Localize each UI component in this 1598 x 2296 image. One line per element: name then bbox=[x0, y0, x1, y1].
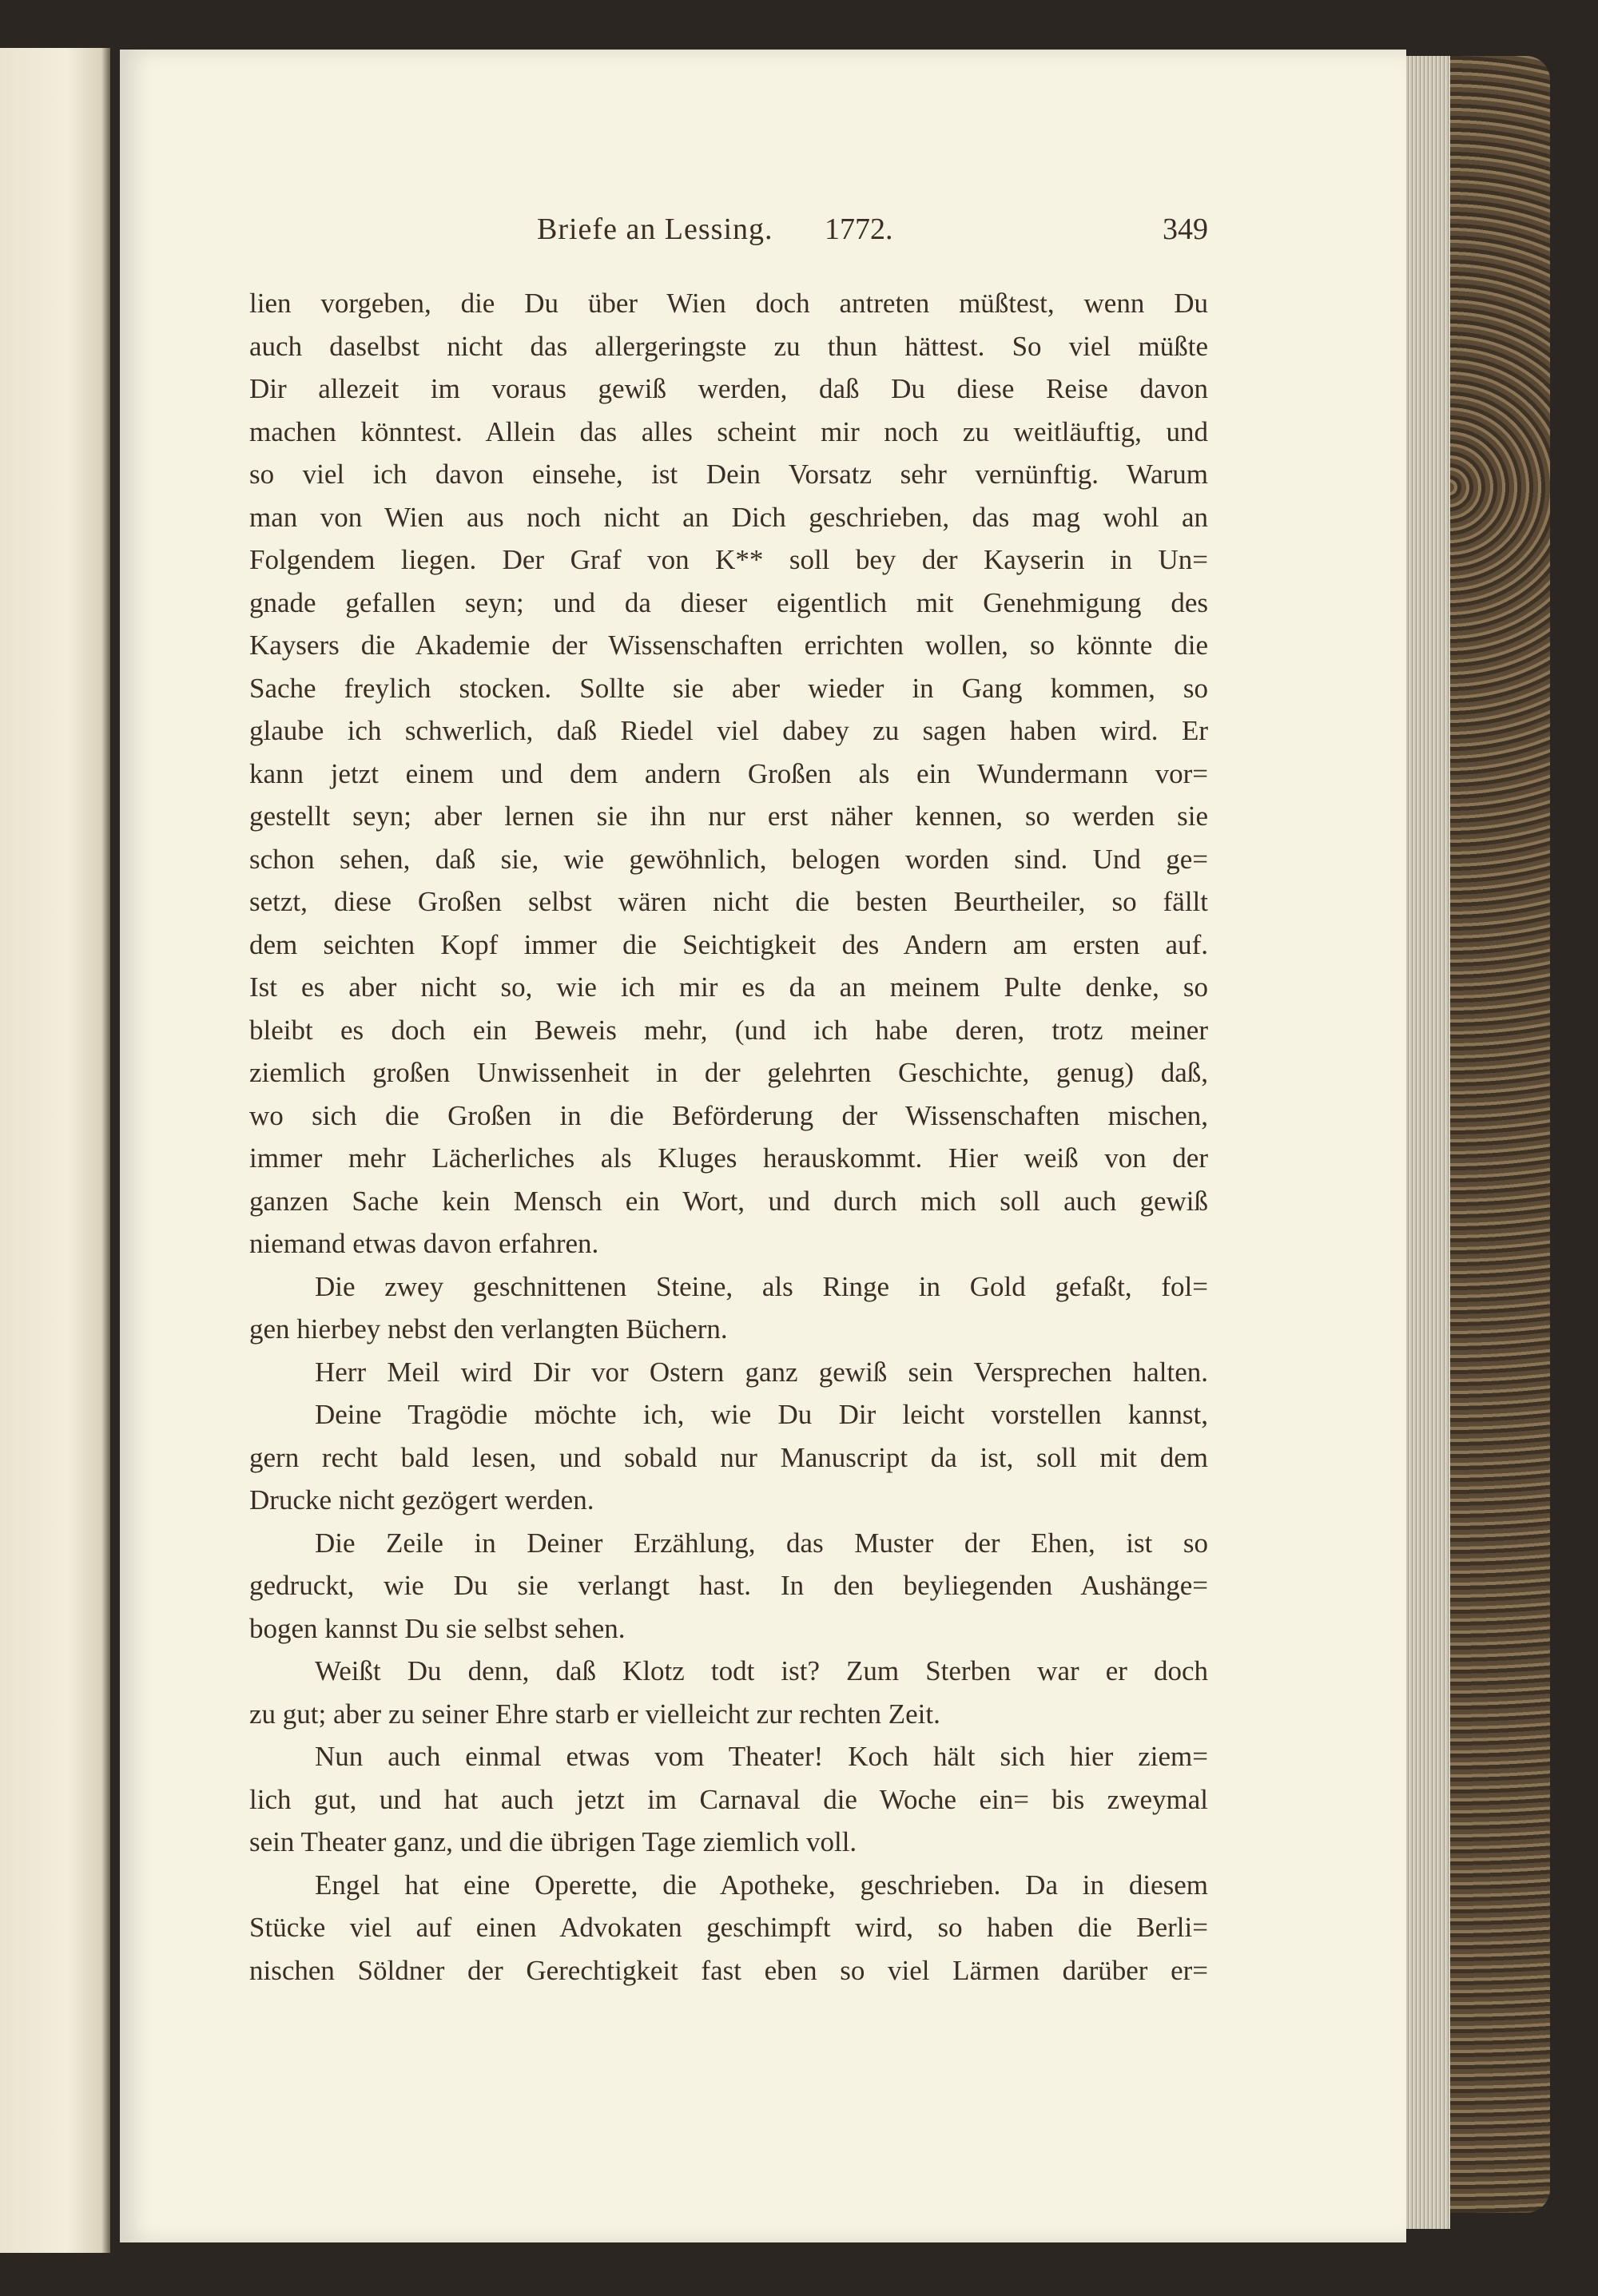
text-line: man von Wien aus noch nicht an Dich geschrieben, das mag wohl an bbox=[249, 501, 1208, 533]
text-line: Herr Meil wird Dir vor Ostern ganz gewiß sein Versprechen halten. bbox=[315, 1356, 1208, 1388]
text-line: auch daselbst nicht das allergeringste zu thun hättest. So viel müßte bbox=[249, 330, 1208, 362]
text-line: bogen kannst Du sie selbst sehen. bbox=[249, 1612, 626, 1644]
text-line: lien vorgeben, die Du über Wien doch antreten müßtest, wenn Du bbox=[249, 288, 1208, 319]
text-line: zu gut; aber zu seiner Ehre starb er vielleicht zur rechten Zeit. bbox=[249, 1698, 940, 1730]
left-page-edge bbox=[0, 48, 110, 2253]
text-line: sein Theater ganz, und die übrigen Tage ziemlich voll. bbox=[249, 1826, 857, 1857]
text-line: niemand etwas davon erfahren. bbox=[249, 1228, 599, 1259]
text-line: ziemlich großen Unwissenheit in der gelehrten Geschichte, genug) daß, bbox=[249, 1057, 1208, 1088]
text-line: setzt, diese Großen selbst wären nicht die besten Beurtheiler, so fällt bbox=[249, 886, 1208, 917]
text-line: gedruckt, wie Du sie verlangt hast. In den beyliegenden Aushänge= bbox=[249, 1570, 1208, 1601]
text-line: gnade gefallen seyn; und da dieser eigentlich mit Genehmigung des bbox=[249, 586, 1208, 618]
text-line: Die Zeile in Deiner Erzählung, das Muster der Ehen, ist so bbox=[315, 1527, 1208, 1559]
text-line: ganzen Sache kein Mensch ein Wort, und durch mich soll auch gewiß bbox=[249, 1185, 1208, 1217]
text-line: bleibt es doch ein Beweis mehr, (und ich habe deren, trotz meiner bbox=[249, 1014, 1208, 1046]
text-line: so viel ich davon einsehe, ist Dein Vorsatz sehr vernünftig. Warum bbox=[249, 459, 1208, 490]
text-line: Dir allezeit im voraus gewiß werden, daß Du diese Reise davon bbox=[249, 373, 1208, 404]
text-line: Deine Tragödie möchte ich, wie Du Dir leicht vorstellen kannst, bbox=[315, 1399, 1208, 1430]
text-line: gestellt seyn; aber lernen sie ihn nur erst näher kennen, so werden sie bbox=[249, 800, 1208, 832]
text-line: Die zwey geschnittenen Steine, als Ringe in Gold gefaßt, fol= bbox=[315, 1270, 1208, 1302]
text-line: Drucke nicht gezögert werden. bbox=[249, 1484, 594, 1515]
text-line: Weißt Du denn, daß Klotz todt ist? Zum Sterben war er doch bbox=[315, 1655, 1208, 1686]
running-title: Briefe an Lessing. bbox=[537, 213, 773, 246]
text-line: glaube ich schwerlich, daß Riedel viel dabey zu sagen haben wird. Er bbox=[249, 715, 1208, 746]
page-number: 349 bbox=[1163, 213, 1208, 246]
page-body-text bbox=[249, 282, 1208, 1992]
text-line: Ist es aber nicht so, wie ich mir es da an meinem Pulte denke, so bbox=[249, 971, 1208, 1003]
text-line: Folgendem liegen. Der Graf von K** soll bey der Kayserin in Un= bbox=[249, 544, 1208, 575]
text-line: kann jetzt einem und dem andern Großen als ein Wundermann vor= bbox=[249, 757, 1208, 789]
text-line: Stücke viel auf einen Advokaten geschimpft wird, so haben die Berli= bbox=[249, 1912, 1208, 1943]
text-line: nischen Söldner der Gerechtigkeit fast eben so viel Lärmen darüber er= bbox=[249, 1954, 1208, 1986]
text-line: Nun auch einmal etwas vom Theater! Koch hält sich hier ziem= bbox=[315, 1741, 1208, 1772]
text-line: lich gut, und hat auch jetzt im Carnaval die Woche ein= bis zweymal bbox=[249, 1783, 1208, 1815]
text-line: schon sehen, daß sie, wie gewöhnlich, belogen worden sind. Und ge= bbox=[249, 843, 1208, 875]
running-header bbox=[249, 212, 1208, 256]
text-line: gen hierbey nebst den verlangten Büchern. bbox=[249, 1313, 728, 1345]
running-year: 1772. bbox=[825, 213, 893, 246]
text-line: Engel hat eine Operette, die Apotheke, geschrieben. Da in diesem bbox=[315, 1869, 1208, 1901]
text-line: gern recht bald lesen, und sobald nur Manuscript da ist, soll mit dem bbox=[249, 1441, 1208, 1473]
text-line: wo sich die Großen in die Beförderung der Wissenschaften mischen, bbox=[249, 1099, 1208, 1131]
text-line: Kaysers die Akademie der Wissenschaften errichten wollen, so könnte die bbox=[249, 630, 1208, 661]
text-line: immer mehr Lächerliches als Kluges herauskommt. Hier weiß von der bbox=[249, 1142, 1208, 1174]
text-line: machen könntest. Allein das alles scheint mir noch zu weitläuftig, und bbox=[249, 415, 1208, 447]
text-line: Sache freylich stocken. Sollte sie aber wieder in Gang kommen, so bbox=[249, 672, 1208, 704]
text-line: dem seichten Kopf immer die Seichtigkeit des Andern am ersten auf. bbox=[249, 928, 1208, 960]
